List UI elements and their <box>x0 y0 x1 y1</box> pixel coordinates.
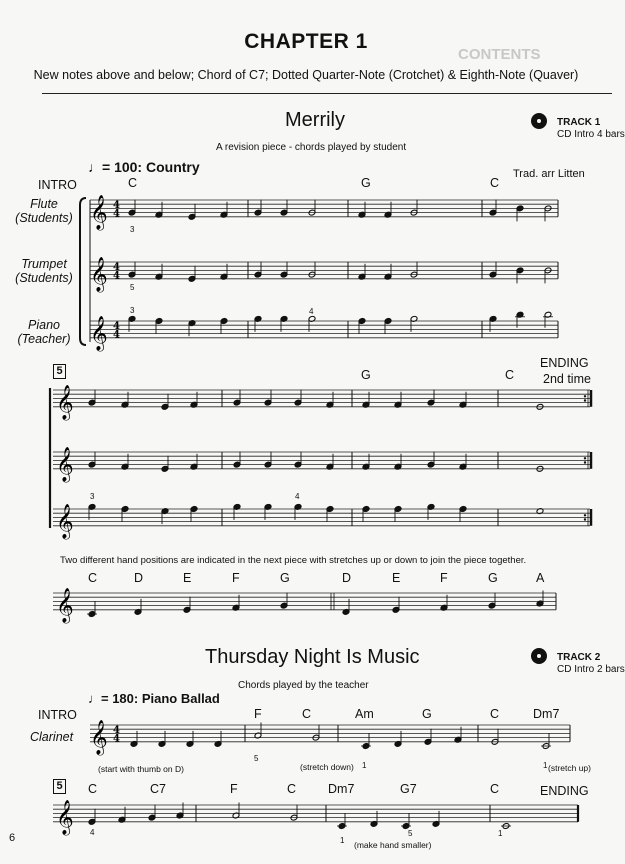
treble-clef-icon: 𝄞 <box>56 799 74 835</box>
fingering: 4 <box>295 492 300 501</box>
fingering: 5 <box>408 829 413 838</box>
treble-clef-icon: 𝄞 <box>56 446 74 482</box>
fingering: 3 <box>90 492 95 501</box>
repeat-dot <box>584 461 586 463</box>
repeat-dot <box>584 399 586 401</box>
time-signature: 4 <box>113 199 120 211</box>
note-name: G <box>280 571 290 585</box>
piece2-title: Thursday Night Is Music <box>205 646 420 668</box>
treble-clef-icon: 𝄞 <box>56 503 74 539</box>
treble-clef-icon: 𝄞 <box>56 384 74 420</box>
treble-clef-icon: 𝄞 <box>90 719 108 755</box>
trumpet-label: Trumpet (Students) <box>15 257 73 285</box>
ending-label: ENDING <box>540 356 589 370</box>
fingering: 5 <box>254 754 259 763</box>
chord-label: Dm7 <box>328 782 355 796</box>
note-name: F <box>232 571 240 585</box>
repeat-dot <box>584 457 586 459</box>
chord-label: Dm7 <box>533 707 560 721</box>
time-signature: 4 <box>113 724 120 736</box>
note-name: A <box>536 571 545 585</box>
chord-label: C7 <box>150 782 166 796</box>
repeat-dot <box>584 514 586 516</box>
ending-label: ENDING <box>540 784 589 798</box>
chord-label: F <box>230 782 238 796</box>
chord-label: G <box>361 176 371 190</box>
treble-clef-icon: 𝄞 <box>90 256 108 292</box>
chapter-subtitle: New notes above and below; Chord of C7; Dotted Quarter-Note (Crotchet) & Eighth-Note (Quaver) <box>33 68 579 82</box>
time-signature: 4 <box>113 329 120 341</box>
track1-desc: CD Intro 4 bars <box>557 129 625 140</box>
note-name: C <box>88 571 98 585</box>
fingering: 1 <box>362 761 367 770</box>
chord-label: G <box>422 707 432 721</box>
chord-label: G7 <box>400 782 417 796</box>
fingering: 5 <box>130 283 135 292</box>
note-name: D <box>134 571 144 585</box>
intro-label: INTRO <box>38 708 77 722</box>
chord-label: F <box>254 707 262 721</box>
fingering: 1 <box>498 829 503 838</box>
track2-desc: CD Intro 2 bars <box>557 664 625 675</box>
fingering: 3 <box>130 225 135 234</box>
annotation: (stretch up) <box>548 763 591 773</box>
fingering: 3 <box>130 306 135 315</box>
treble-clef-icon: 𝄞 <box>90 315 108 351</box>
treble-clef-icon: 𝄞 <box>90 194 108 230</box>
measure-number-box: 5 <box>53 779 66 794</box>
piece1-arranger: Trad. arr Litten <box>513 168 585 180</box>
fingering: 1 <box>340 836 345 845</box>
chord-label: C <box>490 176 500 190</box>
piece2-tempo: ♩= 180: Piano Ballad <box>88 691 220 706</box>
piece1-tempo: ♩= 100: Country <box>88 159 200 175</box>
chord-label: C <box>490 782 500 796</box>
fingering: 4 <box>309 307 314 316</box>
ghost-contents-text: CONTENTS <box>458 46 541 63</box>
piece2-subtitle: Chords played by the teacher <box>238 680 369 691</box>
chord-label: C <box>302 707 312 721</box>
chord-label: G <box>361 368 371 382</box>
chord-label: C <box>128 176 138 190</box>
hand-positions-text: Two different hand positions are indicated in the next piece with stretches up or down to join the piece together. <box>60 555 527 566</box>
annotation: (make hand smaller) <box>354 840 432 850</box>
intro-label: INTRO <box>38 178 77 192</box>
quarter-note-icon: ♩ <box>88 691 101 706</box>
chord-label: C <box>490 707 500 721</box>
repeat-dot <box>584 395 586 397</box>
page-number: 6 <box>9 832 16 844</box>
repeat-dot <box>584 518 586 520</box>
chapter-title: CHAPTER 1 <box>244 30 368 53</box>
chord-label: C <box>505 368 515 382</box>
note-name: F <box>440 571 448 585</box>
note-name: E <box>392 571 401 585</box>
system-brace <box>80 198 86 345</box>
chord-label: C <box>287 782 297 796</box>
piano-label: Piano (Teacher) <box>17 318 71 346</box>
measure-number-box: 5 <box>53 364 66 379</box>
annotation: (stretch down) <box>300 762 354 772</box>
piece1-subtitle: A revision piece - chords played by student <box>216 142 407 153</box>
chord-label: C <box>88 782 98 796</box>
track1-label: TRACK 1 <box>557 117 601 128</box>
treble-clef-icon: 𝄞 <box>56 587 74 623</box>
chord-label: Am <box>355 707 374 721</box>
time-signature: 4 <box>113 733 120 745</box>
note-name: D <box>342 571 352 585</box>
time-signature: 4 <box>113 208 120 220</box>
second-time-label: 2nd time <box>543 372 591 386</box>
note-name: E <box>183 571 192 585</box>
time-signature: 4 <box>113 270 120 282</box>
flute-label: Flute (Students) <box>15 197 73 225</box>
note-name: G <box>488 571 498 585</box>
fingering: 4 <box>90 828 95 837</box>
clarinet-label: Clarinet <box>30 730 74 744</box>
annotation: (start with thumb on D) <box>98 764 184 774</box>
fingering: 1 <box>543 761 548 770</box>
piece1-title: Merrily <box>285 109 345 131</box>
quarter-note-icon: ♩ <box>88 159 102 175</box>
time-signature: 4 <box>113 261 120 273</box>
time-signature: 4 <box>113 320 120 332</box>
track2-label: TRACK 2 <box>557 652 601 663</box>
